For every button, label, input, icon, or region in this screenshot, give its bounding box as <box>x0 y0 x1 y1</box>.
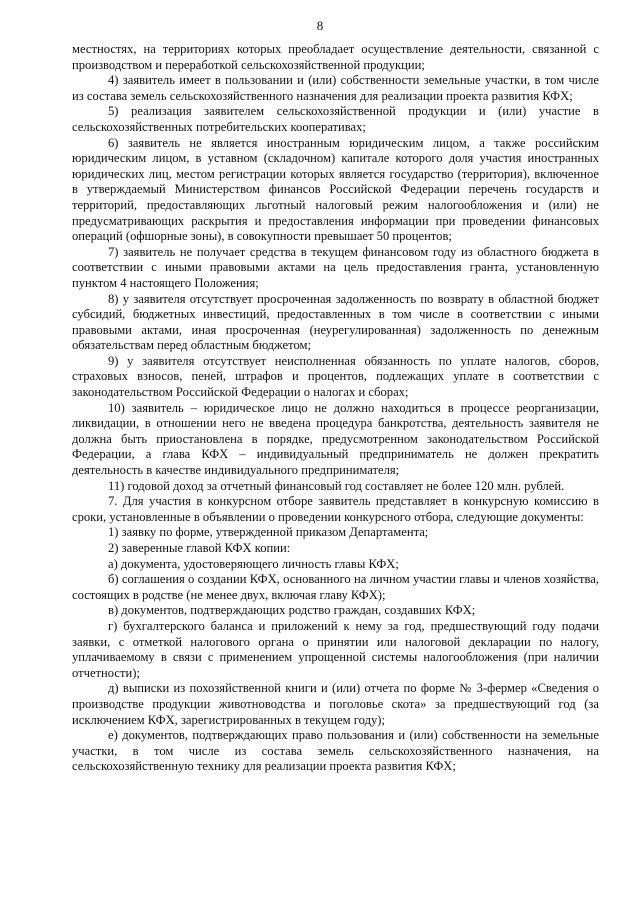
document-item-2: 2) заверенные главой КФХ копии: <box>108 541 291 555</box>
document-subitem-e: е) документов, подтверждающих право пользования и (или) собственности на земельные участки, в том числе из состава земель сельскохозяйственного назначения, на сельскохозяйственную технику для реализации проекта развития КФХ; <box>72 728 599 774</box>
document-subitem-g: г) бухгалтерского баланса и приложений к нему за год, предшествующий году подачи заявки, с отметкой налогового органа о принятии или налоговой декларации по налогу, уплачиваемому в связи с применением упрощенной системы налогообложения (при наличии отчетности); <box>72 618 599 680</box>
section-7-intro: 7. Для участия в конкурсном отборе заявитель представляет в конкурсную комиссию в сроки, установленные в объявлении о проведении конкурсного отбора, следующие документы: <box>72 494 599 524</box>
requirement-item-4: 4) заявитель имеет в пользовании и (или) собственности земельные участки, в том числе из состава земель сельскохозяйственного назначения для реализации проекта развития КФХ; <box>72 73 599 103</box>
document-subitem-a: а) документа, удостоверяющего личность главы КФХ; <box>108 556 399 571</box>
document-item-1: 1) заявку по форме, утвержденной приказом Департамента; <box>108 525 429 540</box>
document-body <box>72 42 599 775</box>
document-subitem-v: в) документов, подтверждающих родство граждан, создавших КФХ; <box>108 603 476 618</box>
requirement-item-8: 8) у заявителя отсутствует просроченная задолженность по возврату в областной бюджет субсидий, бюджетных инвестиций, предоставленных в том числе в соответствии с иными правовыми актами, иная просроченная (неурегулированная) задолженность по денежным обязательствам перед областным бюджетом; <box>72 291 599 353</box>
paragraph-continuation: местностях, на территориях которых преобладает осуществление деятельности, связанной с производством и переработкой сельскохозяйственной продукции; <box>72 42 599 72</box>
requirement-item-6: 6) заявитель не является иностранным юридическим лицом, а также российским юридическим лицом, в уставном (складочном) капитале которого доля участия иностранных юридических лиц, местом регистрации которых является государство (территория), включенное в утверждаемый Министерством финансов Российской Федерации перечень государств и территорий, предоставляющих льготный налоговый режим налогообложения и (или) не предусматривающих раскрытия и предоставления информации при проведении финансовых операций (офшорные зоны), в совокупности превышает 50 процентов; <box>72 135 599 244</box>
document-subitem-d: д) выписки из похозяйственной книги и (или) отчета по форме № 3-фермер «Сведения о производстве продукции животноводства и поголовье скота» за предшествующий год (за исключением КФХ, зарегистрированных в текущем году); <box>72 681 599 727</box>
requirement-item-9: 9) у заявителя отсутствует неисполненная обязанность по уплате налогов, сборов, страховых взносов, пеней, штрафов и процентов, подлежащих уплате в соответствии с законодательством Российской Федерации о налогах и сборах; <box>72 353 599 400</box>
page-number: 8 <box>316 18 324 33</box>
requirement-item-11: 11) годовой доход за отчетный финансовый год составляет не более 120 млн. рублей. <box>108 478 565 493</box>
requirement-item-10: 10) заявитель – юридическое лицо не должно находиться в процессе реорганизации, ликвидации, в отношении него не введена процедура банкротства, деятельность заявителя не должна быть приостановлена в порядке, предусмотренном законодательством Российской Федерации, а глава КФХ – индивидуальный предприниматель не должен прекратить деятельность в качестве индивидуального предпринимателя; <box>72 400 599 478</box>
document-subitem-b: б) соглашения о создании КФХ, основанного на личном участии главы и членов хозяйства, состоящих в родстве (не менее двух, включая главу КФХ); <box>72 572 599 602</box>
requirement-item-5: 5) реализация заявителем сельскохозяйственной продукции и (или) участие в сельскохозяйственных потребительских кооперативах; <box>72 104 599 134</box>
requirement-item-7: 7) заявитель не получает средства в текущем финансовом году из областного бюджета в соответствии с иными правовыми актами на цель предоставления гранта, установленную пунктом 4 настоящего Положения; <box>72 244 599 290</box>
